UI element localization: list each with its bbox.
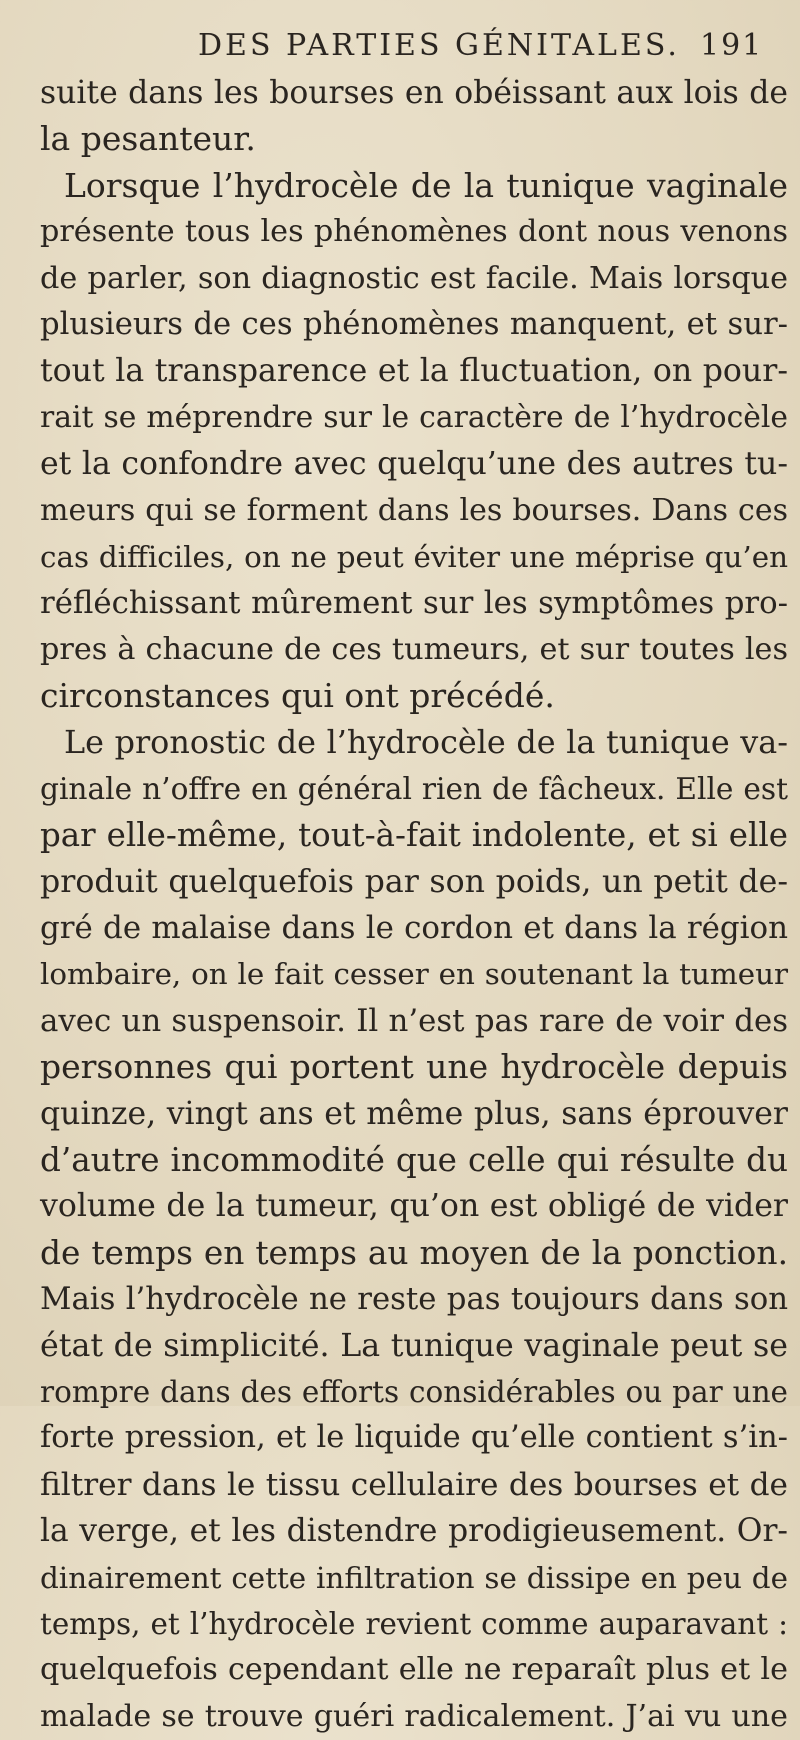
text-line: avec un suspensoir. Il n’est pas rare de voir des: [40, 1002, 788, 1039]
text-line: présente tous les phénomènes dont nous venons: [40, 214, 788, 250]
text-line: la verge, et les distendre prodigieusement. Or-: [40, 1513, 788, 1550]
paragraph-start-line: Lorsque l’hydrocèle de la tunique vaginale: [64, 165, 788, 205]
page-number: 191: [700, 28, 764, 63]
text-line: cas difficiles, on ne peut éviter une méprise qu’en: [40, 539, 788, 574]
text-line: temps, et l’hydrocèle revient comme auparavant :: [40, 1606, 788, 1641]
text-line: gré de malaise dans le cordon et dans la région: [40, 910, 788, 947]
paragraph-start-line: Le pronostic de l’hydrocèle de la tunique va-: [64, 723, 788, 762]
text-line: produit quelquefois par son poids, un petit de-: [40, 863, 788, 900]
text-line: ginale n’offre en général rien de fâcheux. Elle est: [40, 771, 788, 806]
text-line: réfléchissant mûrement sur les symptômes pro-: [40, 585, 788, 622]
body-text: [40, 70, 788, 1740]
text-line: malade se trouve guéri radicalement. J’ai vu une: [40, 1698, 788, 1734]
text-line: d’autre incommodité que celle qui résulte du: [40, 1140, 788, 1179]
text-line: Mais l’hydrocèle ne reste pas toujours dans son: [40, 1281, 788, 1318]
text-line: tout la transparence et la fluctuation, on pour-: [40, 353, 788, 390]
text-line: la pesanteur.: [40, 119, 256, 159]
text-line: filtrer dans le tissu cellulaire des bourses et de: [40, 1466, 788, 1503]
running-head: [0, 22, 800, 72]
text-line: meurs qui se forment dans les bourses. Dans ces: [40, 492, 788, 528]
text-line: forte pression, et le liquide qu’elle contient s’in-: [40, 1420, 788, 1456]
text-line: quelquefois cependant elle ne reparaît plus et le: [40, 1652, 788, 1688]
text-line: pres à chacune de ces tumeurs, et sur toutes les: [40, 631, 788, 667]
text-line: état de simplicité. La tunique vaginale peut se: [40, 1327, 788, 1364]
text-line: volume de la tumeur, qu’on est obligé de vider: [40, 1188, 788, 1225]
text-line: de temps en temps au moyen de la ponction.: [40, 1233, 788, 1272]
text-line: suite dans les bourses en obéissant aux lois de: [40, 75, 788, 111]
text-line: personnes qui portent une hydrocèle depuis: [40, 1047, 788, 1087]
text-line: rompre dans des efforts considérables ou par une: [40, 1374, 788, 1409]
text-line: plusieurs de ces phénomènes manquent, et sur-: [40, 306, 788, 342]
text-line: circonstances qui ont précédé.: [40, 676, 555, 716]
text-line: rait se méprendre sur le caractère de l’hydrocèle: [40, 399, 788, 435]
text-line: lombaire, on le fait cesser en soutenant la tumeur: [40, 957, 788, 992]
text-line: de parler, son diagnostic est facile. Mais lorsque: [40, 260, 788, 296]
text-line: quinze, vingt ans et même plus, sans éprouver: [40, 1095, 788, 1132]
text-line: par elle-même, tout-à-fait indolente, et si elle: [40, 816, 788, 855]
text-line: dinairement cette infiltration se dissipe en peu de: [40, 1560, 788, 1595]
text-line: et la confondre avec quelqu’une des autres tu-: [40, 446, 788, 483]
running-title: DES PARTIES GÉNITALES.: [198, 28, 680, 63]
